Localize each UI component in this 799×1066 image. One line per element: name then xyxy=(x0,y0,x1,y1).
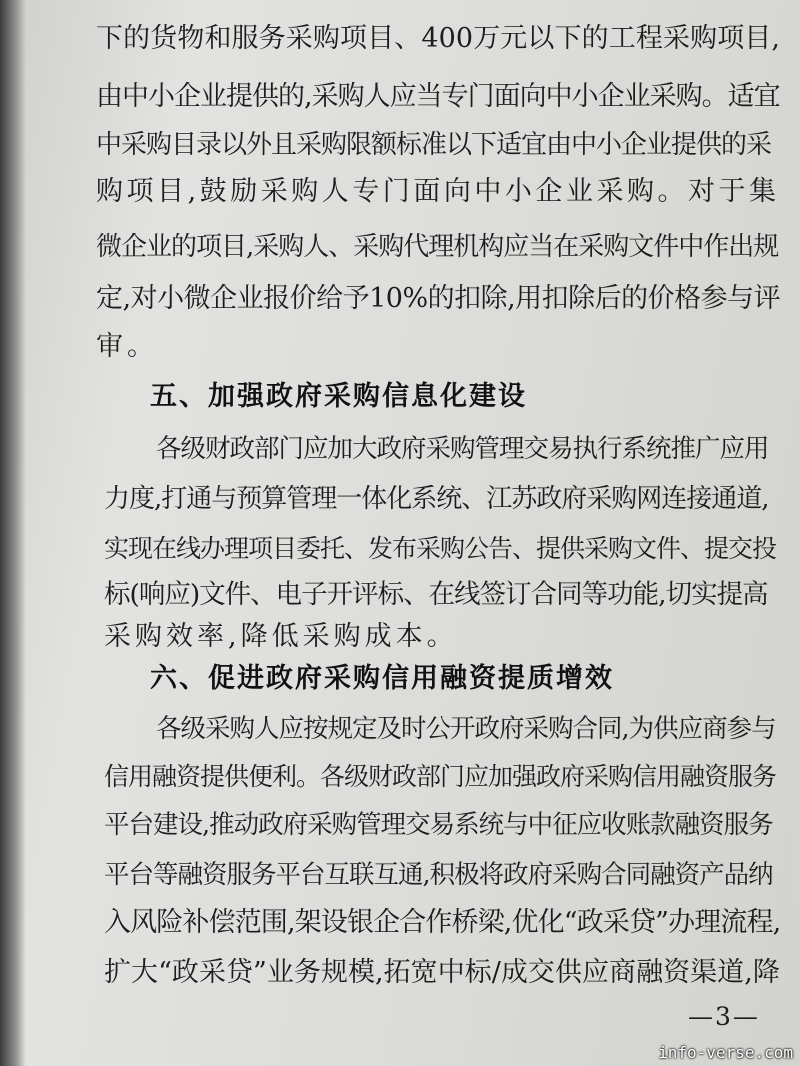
section-heading-5: 五、加强政府采购信息化建设 xyxy=(150,381,527,412)
body-line: 力度,打通与预算管理一体化系统、江苏政府采购网连接通道, xyxy=(104,484,769,514)
body-line: 由中小企业提供的,采购人应当专门面向中小企业采购。适宜 xyxy=(96,81,780,112)
body-line: 平台建设,推动政府采购管理交易系统与中征应收账款融资服务 xyxy=(104,810,773,840)
page-edge-shadow xyxy=(0,0,26,1066)
watermark: info-verse.com xyxy=(658,1043,793,1062)
body-line: 实现在线办理项目委托、发布采购公告、提供采购文件、提交投 xyxy=(104,534,777,563)
body-line: 审。 xyxy=(96,331,158,362)
body-line: 平台等融资服务平台互联互通,积极将政府采购合同融资产品纳 xyxy=(104,860,773,890)
body-line: 各级采购人应按规定及时公开政府采购合同,为供应商参与 xyxy=(156,714,776,744)
body-line: 定,对小微企业报价给予10%的扣除,用扣除后的价格参与评 xyxy=(96,283,781,314)
body-line: 标(响应)文件、电子开评标、在线签订合同等功能,切实提高 xyxy=(104,579,768,610)
section-heading-6: 六、促进政府采购信用融资提质增效 xyxy=(150,663,614,694)
body-line: 扩大“政采贷”业务规模,拓宽中标/成交供应商融资渠道,降 xyxy=(104,957,780,988)
body-line: 入风险补偿范围,架设银企合作桥梁,优化“政采贷”办理流程, xyxy=(104,907,781,938)
body-line: 信用融资提供便利。各级财政部门应加强政府采购信用融资服务 xyxy=(104,762,777,791)
body-line: 下的货物和服务采购项目、400万元以下的工程采购项目, xyxy=(96,23,781,54)
body-line: 购项目,鼓励采购人专门面向中小企业采购。对于集 xyxy=(96,176,780,207)
body-line: 微企业的项目,采购人、采购代理机构应当在采购文件中作出规 xyxy=(96,232,779,262)
body-line: 采购效率,降低采购成本。 xyxy=(104,621,458,652)
body-line: 各级财政部门应加大政府采购管理交易执行系统推广应用 xyxy=(156,434,769,464)
page-number: —3— xyxy=(688,1002,760,1031)
body-line: 中采购目录以外且采购限额标准以下适宜由中小企业提供的采 xyxy=(96,130,772,160)
